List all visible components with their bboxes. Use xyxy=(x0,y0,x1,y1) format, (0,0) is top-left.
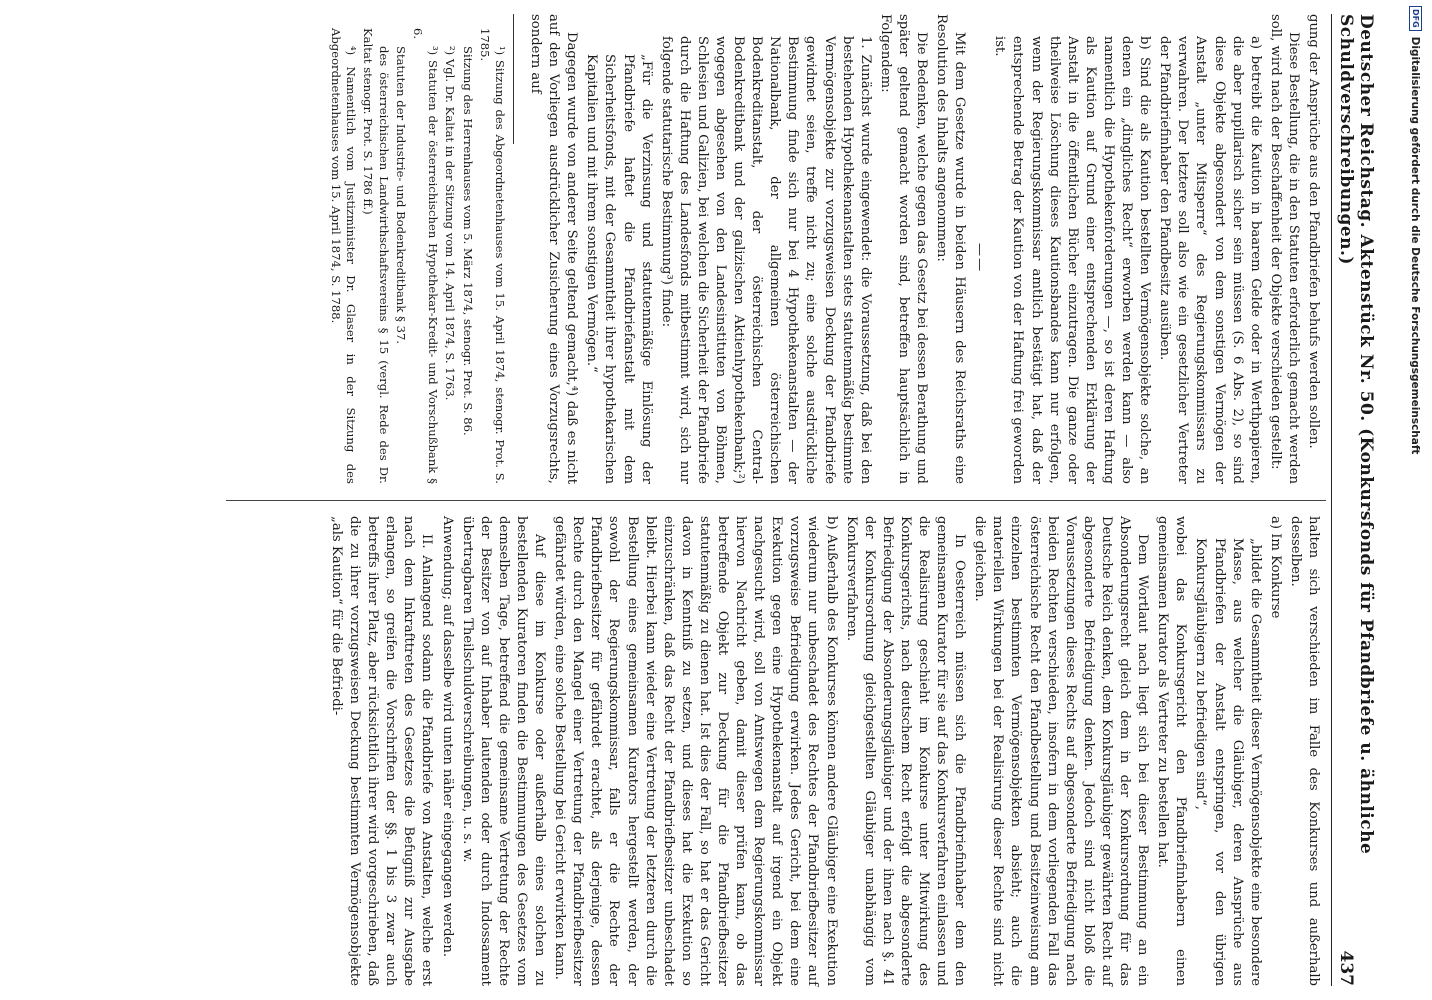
paragraph: 1. Zunächst wurde eingewendet: die Voraussetzung, daß bei den bestehenden Hypothekenanstalten stets statutenmäßig bestimmte Vermögensobjekte zur vorzugsweisen Deckung der Pfandbriefe gewidmet seien, treffe nicht zu; eine solche ausdrückliche Bestimmung finde sich nur bei 4 Hypothekenanstalten — der Nationalbank, der allgemeinen österreichischen Bodenkreditanstalt, der österreichischen Central-Bodenkreditbank und der galizischen Aktienhypothekenbank;²) wogegen abgesehen von den Landesinstituten von Böhmen, Schlesien und Galizien, bei welchen die Sicherheit der Pfandbriefe durch die Haftung des Landesfonds mitbestimmt wird, sich nur folgende statutarische Bestimmung³) finde: xyxy=(658,36,873,484)
footnote: Statuten der Industrie- und Bodenkreditbank § 37. xyxy=(393,46,408,345)
paragraph: Diese Bestellung, die in den Statuten erforderlich gemacht werden soll, wird nach der Beschaffenheit der Objekte verschieden gestellt: xyxy=(1267,14,1301,484)
paragraph: wobei das Konkursgericht den Pfandbriefinhabern einen gemeinsamen Kurator als Vertreter zu bestellen hat. xyxy=(1155,516,1189,986)
paragraph: a) Im Konkurse xyxy=(1267,516,1283,619)
paragraph: In Oesterreich müssen sich die Pfandbriefinhaber dem den gemeinsamen Kurator für sie auf das Konkursverfahren einlassen und die Realisirung geschieht im Konkurse unter Mitwirkung des Konkursgerichts, nach deutschem Recht erfolgt die abgesonderte Befriedigung der Absonderungsgläubiger und der ihnen nach §. 41 der Konkursordnung gleichgestellten Gläubiger unabhängig vom Konkursverfahren. xyxy=(843,516,968,986)
paragraph: Auf diese im Konkurse oder außerhalb eines solchen zu bestellenden Kuratoren finden die Bestimmungen des Gesetzes vom demselben Tage, betreffend die gemeinsame Vertretung der Rechte der Besitzer von auf Inhaber lautenden oder durch Indossament übertragbaren Theilschuldverschreibungen, u. s. w. xyxy=(459,516,548,986)
footnote: Sitzung des Herrenhauses vom 5. März 1874, stenogr. Prot. S. 86. xyxy=(460,46,475,436)
digitization-credit xyxy=(1380,0,1432,1000)
paragraph: Dem Wortlaut nach liegt sich bei dieser Bestimmung an ein Absonderungsrecht gleich dem in der Konkursordnung für das Deutsche Reich denken, dem Konkursgläubiger gewährten Recht auf abgesonderte Befriedigung denken. Jedoch sind nicht bloß die Voraussetzungen dieses Rechts auf abgesonderte Befriedigung nach beiden Rechten verschieden, insofern in dem vorliegenden Fall das österreichische Recht den Pfandbestellung und Besitzeinweisung am einzelnen bestimmten Vermögensobjekten absieht; auch die materiellen Wirkungen bei der Realisirung dieser Rechte sind nicht die gleichen. xyxy=(972,516,1151,986)
footnote: ⁴) Namentlich vom Justizminister Dr. Glaser in der Sitzung des Abgeordnetenhauses vom 15. April 1874, S. 1788. xyxy=(328,28,359,484)
paragraph: gung der Ansprüche aus den Pfandbriefen behufs werden sollen. xyxy=(1306,14,1321,449)
right-column xyxy=(326,14,1322,484)
page-header xyxy=(1336,14,1376,986)
dfg-logo-icon: DFG xyxy=(1409,6,1422,31)
paragraph: —— xyxy=(972,242,988,274)
paragraph: Dagegen wurde von anderer Seite geltend gemacht,⁴) daß es nicht auf den Vorliegen ausdrücklicher Zusicherung eines Vorzugsrechts, sondern auf xyxy=(528,14,580,484)
header-rule xyxy=(1331,14,1332,986)
footnote: ²) Vgl. Dr. Kaltat in der Sitzung vom 14. April 1874, S. 1763. xyxy=(443,46,458,401)
footnote: ¹) Sitzung des Abgeordnetenhauses vom 15. April 1874, stenogr. Prot. S. 1785. xyxy=(477,28,507,484)
credit-text: Digitalisierung gefördert durch die Deutsche Forschungsgemeinschaft xyxy=(1409,36,1422,455)
paragraph: II. Anlangend sodann die Pfandbriefe von Anstalten, welche erst nach dem Inkrafttreten des Gesetzes die Befugniß zur Ausgabe erlangen, so greifen die Vorschriften der §§. 1 bis 3 zwar auch betreffs ihrer Platz, aber rücksichtlich ihrer wird vorgeschrieben, daß die zu ihrer vorzugsweisen Deckung bestimmten Vermögensobjekte „als Kaution“ für die Befriedi- xyxy=(329,516,435,986)
paragraph: b) Sind die als Kaution bestellten Vermögensobjekte solche, an denen ein „dingliches Recht“ erworben werden kann — also namentlich die Hypothekenforderungen —, so ist deren Haftung als Kaution auf Grund einer entsprechenden Erklärung der Anstalt in die öffentlichen Bücher einzutragen. Die ganze oder theilweise Löschung dieses Kautionsbandes kann nur erfolgen, wenn der Regierungskommissar amtlich bestätigt hat, daß der entsprechende Betrag der Kaution von der Haftung frei geworden ist. xyxy=(992,36,1153,484)
running-title: Deutscher Reichstag. Aktenstück Nr. 50. (Konkursfonds für Pfandbriefe u. ähnliche Schuldverschreibungen.) xyxy=(1336,14,1376,855)
paragraph: a) betreibt die Kaution in baarem Gelde oder in Werthpapieren, die aber pupillarisch sicher sein müssen (S. 6 Abs. 2), so sind diese Objekte abgesondert von dem sonstigen Vermögen der Anstalt „unter Mitsperre“ des Regierungskommissars zu verwahren. Der letztere soll also wie ein gesetzlicher Vertreter der Pfandbriefinhaber den Pfandbesitz ausüben. xyxy=(1157,36,1263,484)
footnote: des österreichischen Landwirthschaftsvereins § 15 (vergl. Rede des Dr. Kaltat stenogr. Prot. S. 1786 ff.) xyxy=(361,28,391,484)
paragraph: Anwendung; auf dasselbe wird unten näher eingegangen werden. xyxy=(439,516,455,958)
paragraph: Die Bedenken, welche gegen das Gesetz bei dessen Berathung und später geltend gemacht worden sind, betreffen hauptsächlich in Folgendem: xyxy=(877,14,930,484)
paragraph: „Für die Verzinsung und statutenmäßige Einlösung der Pfandbriefe haftet die Pfandbriefanstalt mit dem Sicherheitsfonds, mit der Gesammtheit ihrer hypothekarischen Kapitalien und mit ihrem sonstigen Vermögen.“ xyxy=(584,54,654,484)
left-column xyxy=(325,516,1322,986)
paragraph: Mit dem Gesetze wurde in beiden Häusern des Reichsraths eine Resolution des Inhalts angenommen: xyxy=(934,14,968,484)
footnote: ³) Statuten der österreichischen Hypothekar-Kredit- und Vorschußbank § 6. xyxy=(410,28,441,484)
column-divider xyxy=(226,500,1326,501)
paragraph: halten sich verschieden im Falle des Konkurses und außerhalb desselben. xyxy=(1287,516,1321,986)
paragraph: b) Außerhalb des Konkurses können andere Gläubiger eine Exekution wiederum nur unbeschadet des Rechtes der Pfandbriefbesitzer auf vorzugsweise Befriedigung erwirken. Jedes Gericht, bei dem eine Exekution gegen eine Hypothekenanstalt auf irgend ein Objekt nachgesucht wird, soll von Amtswegen dem Regierungskommissar hiervon Nachricht geben, damit dieser prüfen kann, ob das betreffende Objekt zur Deckung für die Pfandbriefbesitzer statutenmäßig zu dienen hat. Ist dies der Fall, so hat er das Gericht davon in Kenntniß zu setzen, und dieses hat die Exekution so einzuschränken, daß das Recht der Pfandbriefbesitzer unbeschadet bleibt. Hierbei kann wieder eine Vertretung der letzteren durch die Bestellung eines gemeinsamen Kurators hergestellt werden, der sowohl der Regierungskommissar, falls er die Rechte der Pfandbriefbesitzer für gefährdet erachtet, als derjenige, dessen Rechte durch den Mangel einer Vertretung der Pfandbriefbesitzer gefährdet würden, eine solche Bestellung bei Gericht erwirken kann. xyxy=(552,516,839,986)
paragraph: „bildet die Gesammtheit dieser Vermögensobjekte eine besondere Masse, aus welcher die Gläubiger, deren Ansprüche aus Pfandbriefen der Anstalt entspringen, vor den übrigen Konkursgläubigern zu befriedigen sind“, xyxy=(1193,538,1263,986)
footnote-rule xyxy=(513,14,514,144)
page-number: 437 xyxy=(1336,950,1356,986)
